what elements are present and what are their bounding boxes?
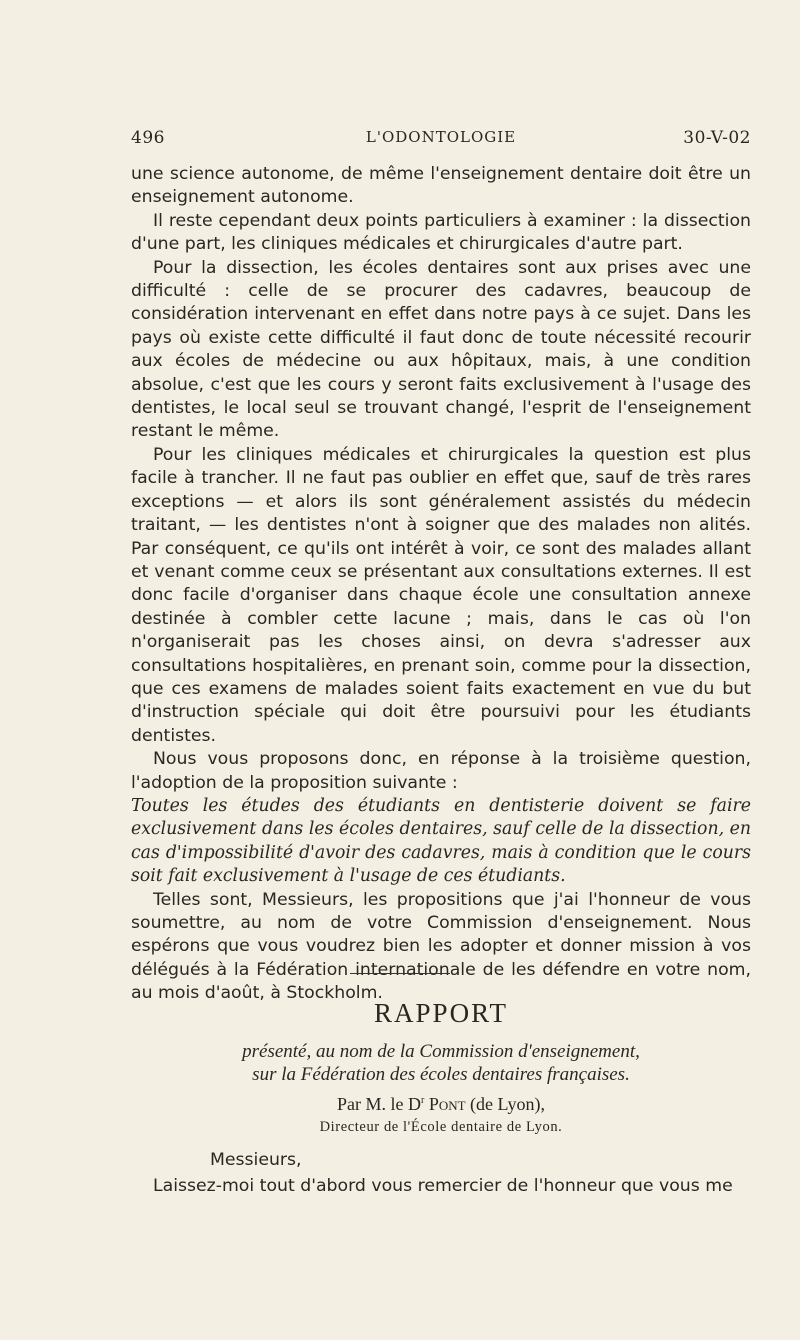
author-suffix: (de Lyon), (470, 1094, 546, 1114)
paragraph: Nous vous proposons donc, en réponse à la troisième question, l'adoption de la proposition suivante : (131, 749, 751, 793)
author-line (131, 1094, 751, 1115)
running-header (131, 128, 751, 154)
author-prefix: Par M. le D (336, 1094, 421, 1114)
section-title: RAPPORT (374, 998, 508, 1028)
proposition-text: Toutes les études des étudiants en dentisterie doivent se faire exclusivement dans les écoles dentaires, sauf celle de la dissection, en cas d'impossibilité d'avoir des cadavres, mais à condition que le cours soit fait exclusivement à l'usage de ces étudiants. (131, 795, 751, 887)
subtitle-line: présenté, au nom de la Commission d'enseignement, (242, 1041, 640, 1062)
section-subtitle (131, 1040, 751, 1086)
paragraph: Pour la dissection, les écoles dentaires sont aux prises avec une difficulté : celle de se procurer des cadavres, beaucoup de considération intervenant en effet dans notre pays à ce sujet. Dans les pays où existe cette difficulté il faut donc de toute nécessité recourir aux écoles de médecine ou aux hôpitaux, mais, à une condition absolue, c'est que les cours y seront faits exclusivement à l'usage des dentistes, le local seul se trouvant changé, l'esprit de l'enseignement restant le même. (131, 257, 751, 442)
paragraph-continuation: une science autonome, de même l'enseignement dentaire doit être un enseignement autonome. (131, 164, 751, 208)
section-divider (350, 973, 450, 974)
author-role: Directeur de l'École dentaire de Lyon. (319, 1119, 563, 1135)
subtitle-line: sur la Fédération des écoles dentaires françaises. (252, 1064, 630, 1085)
author-name: Pont (428, 1094, 466, 1114)
paragraph: Pour les cliniques médicales et chirurgicales la question est plus facile à trancher. Il ne faut pas oublier en effet que, sauf de très rares exceptions — et alors ils sont généralement assistés du médecin traitant, — les dentistes n'ont à soigner que des malades non alités. Par conséquent, ce qu'ils ont intérêt à voir, ce sont des malades allant et venant comme ceux se présentant aux consultations externes. Il est donc facile d'organiser dans chaque école une consultation annexe destinée à combler cette lacune ; mais, dans le cas où l'on n'organiserait pas les choses ainsi, on devra s'adresser aux consultations hospitalières, en prenant soin, comme pour la dissection, que ces examens de malades soient faits exactement en vue du but d'instruction spéciale qui doit être poursuivi pour les étudiants dentistes. (131, 444, 751, 746)
report-first-line: Laissez-moi tout d'abord vous remercier de l'honneur que vous me (153, 1176, 733, 1196)
body-text (131, 163, 751, 1006)
salutation: Messieurs, (210, 1150, 302, 1170)
paragraph: Il reste cependant deux points particuliers à examiner : la dissection d'une part, les cliniques médicales et chirurgicales d'autre part. (131, 210, 751, 255)
closing-paragraph: Telles sont, Messieurs, les propositions que j'ai l'honneur de vous soumettre, au nom de votre Commission d'enseignement. Nous espérons que vous voudrez bien les adopter et donner mission à vos délégués à la Fédération internationale de les défendre en votre nom, au mois d'août, à Stockholm. (131, 889, 751, 1004)
issue-date: 30-V-02 (683, 128, 751, 148)
page-number: 496 (131, 128, 165, 148)
author-title-sup: r (420, 1095, 425, 1106)
running-title: L'ODONTOLOGIE (365, 128, 517, 146)
